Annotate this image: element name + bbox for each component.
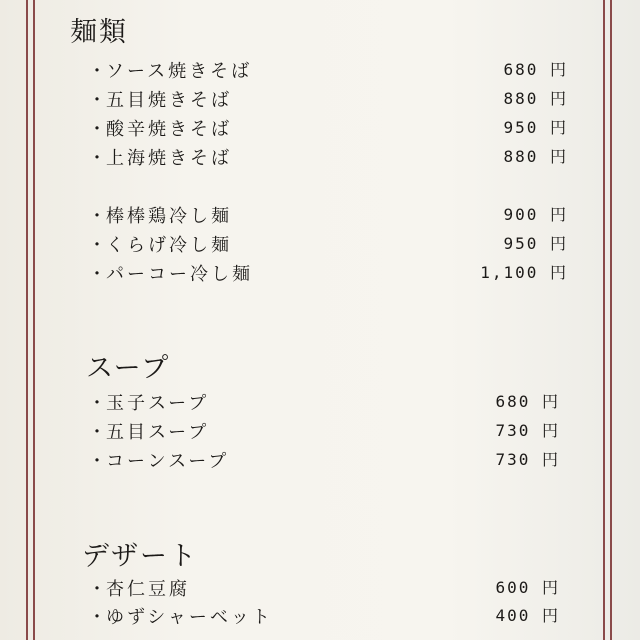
bullet: ・ — [88, 422, 106, 443]
menu-item — [88, 603, 560, 631]
menu-item — [88, 447, 560, 475]
item-name: 玉子スープ — [106, 393, 210, 414]
item-price: 400 円 — [495, 606, 560, 625]
item-price: 950 円 — [503, 118, 568, 137]
item-name: パーコー冷し麺 — [106, 264, 253, 285]
item-name: ソース焼きそば — [106, 61, 253, 82]
border-rule-right-inner — [603, 0, 605, 640]
item-price: 950 円 — [503, 234, 568, 253]
bullet: ・ — [88, 90, 106, 111]
menu-item — [88, 389, 560, 417]
item-name: コーンスープ — [106, 451, 230, 472]
bullet: ・ — [88, 235, 106, 256]
bullet: ・ — [88, 579, 106, 600]
item-price: 680 円 — [503, 60, 568, 79]
item-name: 五目焼きそば — [106, 90, 232, 111]
item-price: 730 円 — [495, 450, 560, 469]
bullet: ・ — [88, 607, 106, 628]
bullet: ・ — [88, 451, 106, 472]
item-price: 680 円 — [495, 392, 560, 411]
section-heading-noodles: 麺類 — [70, 17, 128, 48]
item-price: 900 円 — [503, 205, 568, 224]
bullet: ・ — [88, 119, 106, 140]
menu-item — [88, 57, 568, 85]
item-name: ゆずシャーベット — [106, 607, 273, 628]
item-name: 酸辛焼きそば — [106, 119, 232, 140]
item-name: 杏仁豆腐 — [106, 579, 190, 600]
menu-item — [88, 115, 568, 143]
menu-item — [88, 86, 568, 114]
section-heading-dessert: デザート — [82, 541, 198, 572]
section-heading-soup: スープ — [86, 353, 171, 384]
bullet: ・ — [88, 206, 106, 227]
item-price: 880 円 — [503, 89, 568, 108]
border-rule-left-inner — [33, 0, 35, 640]
item-name: 上海焼きそば — [106, 148, 232, 169]
border-rule-right-outer — [610, 0, 612, 640]
item-name: 棒棒鶏冷し麺 — [106, 206, 232, 227]
bullet: ・ — [88, 264, 106, 285]
menu-item — [88, 144, 568, 172]
bullet: ・ — [88, 148, 106, 169]
menu-item — [88, 202, 568, 230]
item-name: くらげ冷し麺 — [106, 235, 232, 256]
item-price: 880 円 — [503, 147, 568, 166]
item-name: 五目スープ — [106, 422, 210, 443]
bullet: ・ — [88, 393, 106, 414]
item-price: 600 円 — [495, 578, 560, 597]
item-price: 730 円 — [495, 421, 560, 440]
menu-item — [88, 575, 560, 603]
border-rule-left-outer — [26, 0, 28, 640]
bullet: ・ — [88, 61, 106, 82]
menu-item — [88, 260, 568, 288]
menu-item — [88, 418, 560, 446]
item-price: 1,100 円 — [480, 263, 568, 282]
menu-item — [88, 231, 568, 259]
